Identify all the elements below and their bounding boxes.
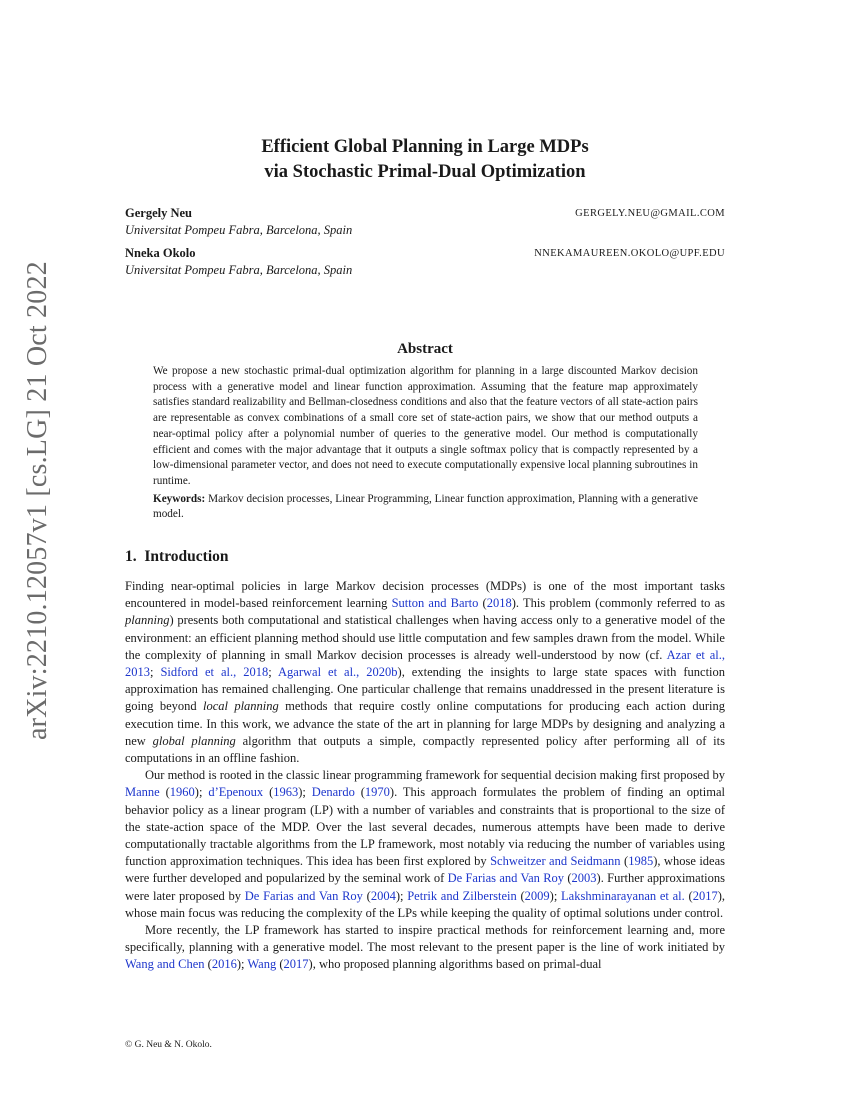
citation-link[interactable]: 2017	[283, 957, 309, 972]
emphasis: local planning	[202, 699, 279, 714]
citation-link[interactable]: 2004	[370, 888, 396, 903]
citation-link[interactable]: Sutton and Barto	[391, 596, 479, 611]
section-number: 1.	[125, 548, 137, 565]
citation-link[interactable]: Agarwal et al., 2020b	[278, 665, 398, 680]
section-title: Introduction	[144, 548, 229, 565]
author-email-2[interactable]: NNEKAMAUREEN.OKOLO@UPF.EDU	[534, 248, 725, 259]
citation-link[interactable]: Lakshminarayanan et al.	[561, 888, 685, 903]
paper-title-line-1: Efficient Global Planning in Large MDPs	[261, 137, 589, 157]
paper-title-line-2: via Stochastic Primal-Dual Optimization	[264, 162, 586, 182]
citation-link[interactable]: Sidford et al., 2018	[160, 665, 269, 680]
citation-link[interactable]: De Farias and Van Roy	[447, 871, 565, 886]
paragraph-3: More recently, the LP framework has started to inspire practical methods for reinforcement learning and, more specifically, planning with a generative model. The most relevant to the present paper is the line of work initiated by Wang and Chen (2016); Wang (2017), who proposed planning algorithms based on primal-dual	[125, 923, 725, 972]
citation-link[interactable]: De Farias and Van Roy	[244, 888, 363, 903]
body-text	[125, 578, 725, 974]
citation-link[interactable]: Schweitzer and Seidmann	[490, 854, 621, 869]
citation-link[interactable]: 2017	[692, 888, 718, 903]
citation-link[interactable]: Petrik and Zilberstein	[407, 888, 517, 903]
paragraph-1: Finding near-optimal policies in large Markov decision processes (MDPs) is one of the most important tasks encountered in model-based reinforcement learning Sutton and Barto (2018). This problem (commonly referred to as planning) presents both computational and statistical challenges when having access only to a generative model of the environment: an efficient planning method should use little computation and few samples drawn from the model. While the complexity of planning in small Markov decision processes is already well-understood by now (cf. Azar et al., 2013; Sidford et al., 2018; Agarwal et al., 2020b), extending the insights to large state spaces with function approximation has remained challenging. One particular challenge that remains unaddressed in the present literature is going beyond local planning methods that require costly online computations for producing each action during execution time. In this work, we advance the state of the art in planning for large MDPs by designing and analyzing a new global planning algorithm that outputs a simple, compactly represented policy after performing all of its computations in an offline fashion.	[125, 579, 726, 766]
citation-link[interactable]: Denardo	[311, 785, 355, 800]
section-heading	[125, 548, 229, 566]
copyright-footer: © G. Neu & N. Okolo.	[125, 1040, 212, 1050]
author-affiliation-1: Universitat Pompeu Fabra, Barcelona, Spain	[125, 223, 353, 237]
author-name-1: Gergely Neu	[125, 206, 192, 220]
emphasis: planning	[125, 613, 170, 628]
citation-link[interactable]: d’Epenoux	[208, 785, 264, 800]
abstract-heading: Abstract	[397, 341, 453, 357]
keywords	[153, 492, 698, 523]
abstract-block	[153, 364, 698, 523]
keywords-list: Markov decision processes, Linear Programming, Linear function approximation, Planning with a generative model.	[153, 492, 699, 521]
keywords-label: Keywords:	[153, 492, 206, 505]
paragraph-2: Our method is rooted in the classic linear programming framework for sequential decision making first proposed by Manne (1960); d’Epenoux (1963); Denardo (1970). This approach formulates the problem of finding an optimal behavior policy as a linear program (LP) with a number of variables and constraints that is proportional to the size of the state-action space of the MDP. Over the last several decades, numerous attempts have been made to derive computationally tractable algorithms from the LP framework, most notably via reducing the number of variables using function approximation techniques. This idea has been first explored by Schweitzer and Seidmann (1985), whose ideas were further developed and popularized by the seminal work of De Farias and Van Roy (2003). Further approximations were later proposed by De Farias and Van Roy (2004); Petrik and Zilberstein (2009); Lakshminarayanan et al. (2017), whose main focus was reducing the complexity of the LPs while keeping the quality of optimal solutions under control.	[125, 768, 726, 920]
abstract-text: We propose a new stochastic primal-dual optimization algorithm for planning in a large discounted Markov decision process with a generative model and linear function approximation. Assuming that the feature map approximately satisfies standard realizability and Bellman-closedness conditions and also that the feature vectors of all state-action pairs are representable as convex combinations of a small core set of state-action pairs, we show that our method outputs a near-optimal policy after a polynomial number of queries to the generative model. Our method is computationally efficient and comes with the major advantage that it outputs a single softmax policy that is compactly represented by a low-dimensional parameter vector, and does not need to execute computationally expensive local planning subroutines in runtime.	[153, 365, 698, 487]
citation-link[interactable]: 1970	[364, 785, 390, 800]
citation-link[interactable]: 2016	[211, 957, 237, 972]
emphasis: global planning	[152, 733, 236, 748]
author-affiliation-2: Universitat Pompeu Fabra, Barcelona, Spain	[125, 263, 353, 277]
citation-link[interactable]: 1963	[273, 785, 299, 800]
citation-link[interactable]: 2018	[486, 596, 512, 611]
citation-link[interactable]: Manne	[125, 785, 160, 800]
citation-link[interactable]: Azar et al., 2013	[125, 647, 725, 680]
citation-link[interactable]: 1960	[169, 785, 195, 800]
author-email-1[interactable]: GERGELY.NEU@GMAIL.COM	[575, 208, 725, 219]
arxiv-identifier: arXiv:2210.12057v1 [cs.LG] 21 Oct 2022	[22, 261, 53, 740]
citation-link[interactable]: Wang and Chen	[125, 957, 205, 972]
citation-link[interactable]: 1985	[628, 854, 654, 869]
citation-link[interactable]: 2003	[571, 871, 597, 886]
author-name-2: Nneka Okolo	[125, 246, 196, 260]
citation-link[interactable]: Wang	[247, 957, 277, 972]
citation-link[interactable]: 2009	[524, 888, 550, 903]
